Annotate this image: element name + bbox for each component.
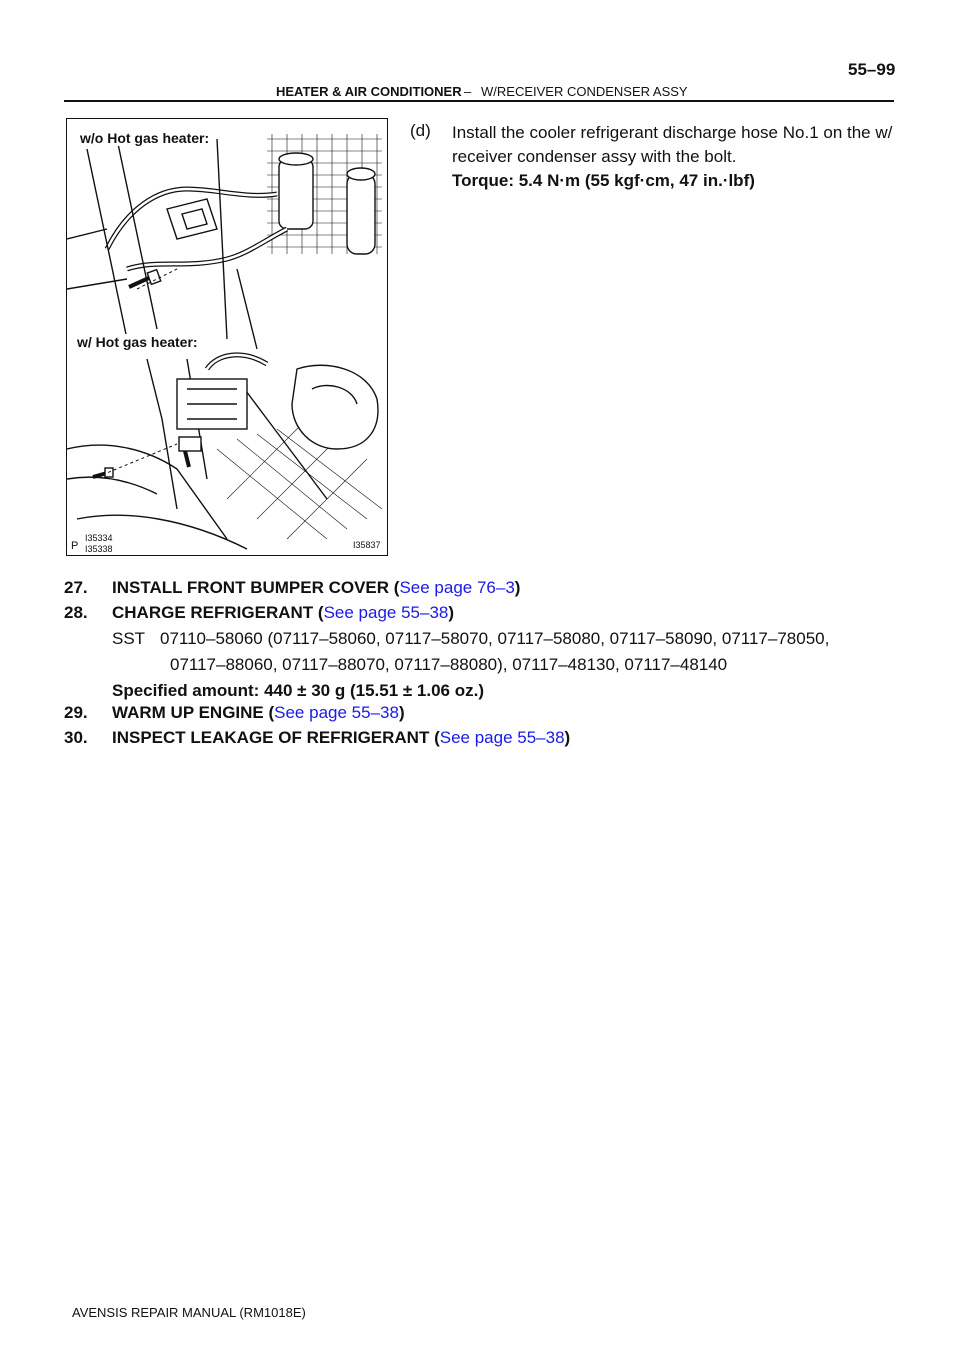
header-rule bbox=[64, 100, 894, 102]
step-30-link[interactable]: See page 55–38 bbox=[439, 728, 565, 747]
step-d-text: Install the cooler refrigerant discharge hose No.1 on the w/ receiver condenser assy with the bolt. bbox=[452, 123, 893, 166]
step-28-title: CHARGE REFRIGERANT ( bbox=[112, 603, 324, 622]
step-27-link[interactable]: See page 76–3 bbox=[399, 578, 515, 597]
figure-code-2: I35338 bbox=[85, 544, 113, 554]
step-30 bbox=[112, 728, 570, 748]
sst-tools-2: 07117–88060, 07117–88070, 07117–88080), 07117–48130, 07117–48140 bbox=[170, 655, 728, 674]
step-29 bbox=[112, 703, 405, 723]
step-28-number: 28. bbox=[64, 603, 88, 622]
step-27 bbox=[112, 578, 520, 598]
receiver-dryer bbox=[279, 159, 313, 229]
step-29-link[interactable]: See page 55–38 bbox=[274, 703, 399, 722]
step-30-close: ) bbox=[564, 728, 571, 747]
sst-tools-1: 07110–58060 (07117–58060, 07117–58070, 07117–58080, 07117–58090, 07117–78050, bbox=[160, 629, 830, 648]
sst-label: SST bbox=[112, 629, 146, 648]
step-d-instructions bbox=[452, 121, 897, 193]
figure-code-prefix: P bbox=[71, 540, 79, 552]
step-30-number: 30. bbox=[64, 728, 88, 747]
step-27-title: INSTALL FRONT BUMPER COVER ( bbox=[112, 578, 400, 597]
figure-code-1: I35334 bbox=[85, 533, 113, 543]
page-number: 55–99 bbox=[848, 60, 896, 79]
step-28-close: ) bbox=[448, 603, 455, 622]
specified-amount: Specified amount: 440 ± 30 g (15.51 ± 1.06 oz.) bbox=[112, 681, 485, 700]
header-section-title: HEATER & AIR CONDITIONER bbox=[276, 84, 462, 99]
step-28 bbox=[112, 603, 454, 623]
step-29-number: 29. bbox=[64, 703, 88, 722]
figure-label-with-hot-gas-heater: w/ Hot gas heater: bbox=[74, 334, 201, 350]
sst-line-1 bbox=[112, 626, 902, 652]
step-29-close: ) bbox=[398, 703, 405, 722]
torque-spec: Torque: 5.4 N·m (55 kgf·cm, 47 in.·lbf) bbox=[452, 171, 755, 190]
step-30-title: INSPECT LEAKAGE OF REFRIGERANT ( bbox=[112, 728, 440, 747]
header-subsection-title: W/RECEIVER CONDENSER ASSY bbox=[481, 84, 688, 99]
step-d-label: (d) bbox=[410, 121, 431, 140]
bolt-bottom bbox=[93, 444, 177, 477]
header-separator: – bbox=[464, 84, 472, 99]
step-28-link[interactable]: See page 55–38 bbox=[323, 603, 449, 622]
footer-manual-title: AVENSIS REPAIR MANUAL (RM1018E) bbox=[72, 1305, 306, 1320]
figure-label-without-hot-gas-heater: w/o Hot gas heater: bbox=[77, 130, 212, 146]
sst-block bbox=[112, 626, 902, 704]
step-27-number: 27. bbox=[64, 578, 88, 597]
step-27-close: ) bbox=[514, 578, 521, 597]
figure-code-3: I35837 bbox=[353, 540, 381, 550]
bolt-top bbox=[129, 269, 177, 289]
installation-illustration bbox=[66, 118, 388, 556]
step-29-title: WARM UP ENGINE ( bbox=[112, 703, 275, 722]
